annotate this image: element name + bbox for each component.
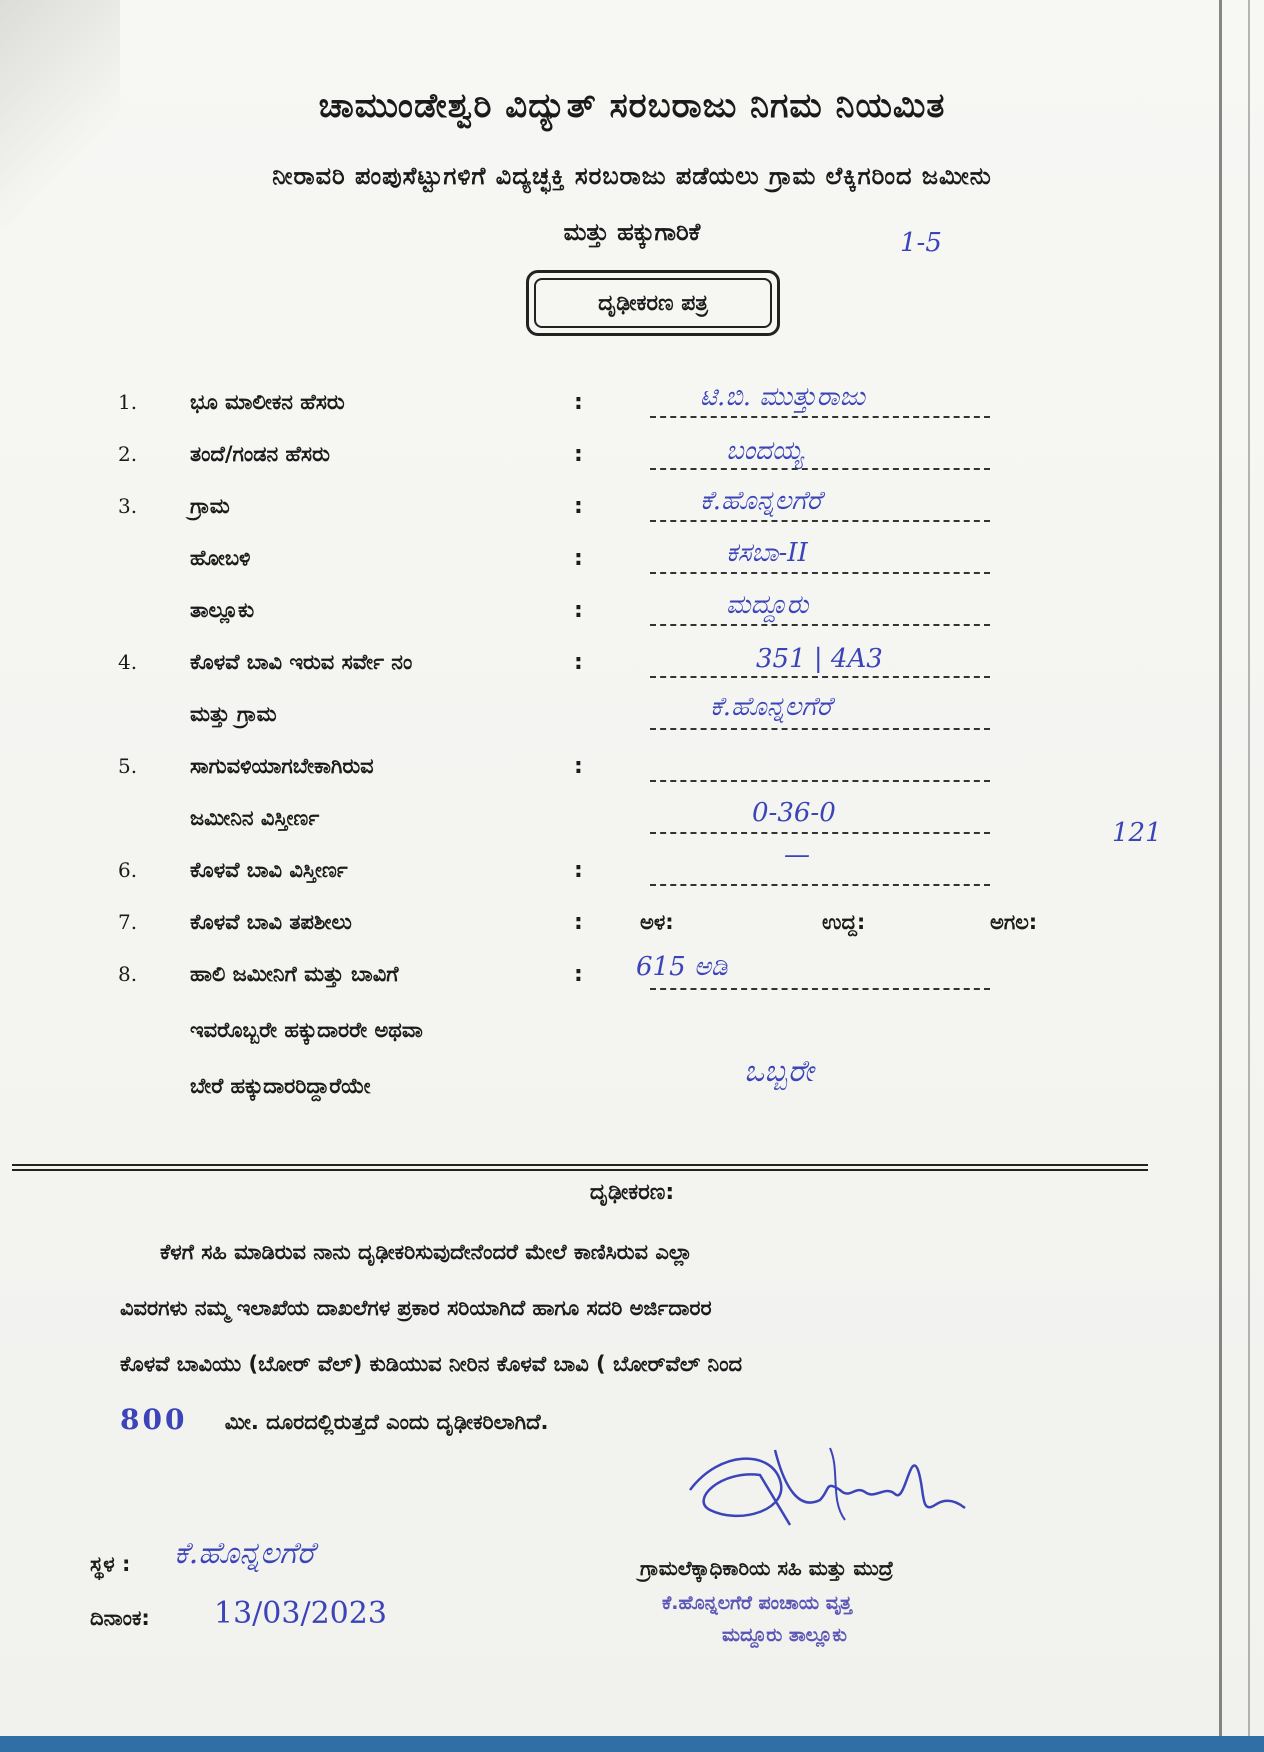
field-colon: :	[574, 546, 583, 571]
field-row-father-name	[0, 436, 1264, 482]
field-colon: :	[574, 650, 583, 675]
field-row-owner-name	[0, 382, 1264, 430]
field-value: ಬಂದಯ್ಯ	[726, 436, 804, 466]
field-value: 615 ಅಡಿ	[636, 952, 728, 982]
field-value: ಒಬ್ಬರೇ	[744, 1054, 814, 1089]
length-label: ಉದ್ದ:	[822, 910, 866, 934]
field-value: ಕಸಬಾ-II	[726, 538, 808, 568]
field-label: ಜಮೀನಿನ ವಿಸ್ತೀರ್ಣ	[190, 806, 320, 830]
field-label: ಗ್ರಾಮ	[190, 494, 230, 518]
document-title: ಚಾಮುಂಡೇಶ್ವರಿ ವಿದ್ಯುತ್ ಸರಬರಾಜು ನಿಗಮ ನಿಯಮಿತ	[318, 86, 946, 126]
field-colon: :	[574, 858, 583, 883]
field-row-rights-holders-cont	[0, 1018, 1264, 1058]
signatory-label: ಗ್ರಾಮಲೆಕ್ಕಾಧಿಕಾರಿಯ ಸಹಿ ಮತ್ತು ಮುದ್ರೆ	[640, 1556, 894, 1580]
field-number: 3.	[118, 494, 138, 518]
field-label: ಭೂ ಮಾಲೀಕನ ಹೆಸರು	[190, 390, 345, 414]
field-label: ಹಾಲಿ ಜಮೀನಿಗೆ ಮತ್ತು ಬಾವಿಗೆ	[190, 962, 399, 986]
field-line	[650, 624, 990, 626]
field-number: 1.	[118, 390, 138, 414]
place-value: ಕೆ.ಹೊನ್ನಲಗೆರೆ	[174, 1536, 315, 1571]
certificate-title: ದೃಢೀಕರಣ ಪತ್ರ	[534, 278, 772, 328]
field-colon: :	[574, 962, 583, 987]
date-value: 13/03/2023	[214, 1596, 387, 1631]
field-row-taluk	[0, 590, 1264, 638]
distance-value: 800	[120, 1403, 188, 1436]
seal-text: ಕೆ.ಹೊನ್ನಲಗೆರೆ ಪಂಚಾಯ ವೃತ್ತ	[662, 1592, 852, 1614]
signature	[680, 1430, 980, 1550]
seal-text: ಮದ್ದೂರು ತಾಲ್ಲೂಕು	[722, 1624, 847, 1646]
field-line	[650, 988, 990, 990]
certification-line: ಮೀ. ದೂರದಲ್ಲಿರುತ್ತದೆ ಎಂದು ದೃಢೀಕರಿಲಾಗಿದೆ.	[224, 1410, 549, 1434]
document-subtitle: ನೀರಾವರಿ ಪಂಪುಸೆಟ್ಟುಗಳಿಗೆ ವಿದ್ಯಚ್ಛಕ್ತಿ ಸರಬರಾಜು ಪಡೆಯಲು ಗ್ರಾಮ ಲೆಕ್ಕಿಗರಿಂದ ಜಮೀನು	[272, 162, 992, 190]
section-divider	[12, 1164, 1148, 1171]
field-row-other-holders	[0, 1054, 1264, 1114]
certification-line: ಕೊಳವೆ ಬಾವಿಯು (ಬೋರ್ ವೆಲ್) ಕುಡಿಯುವ ನೀರಿನ ಕೊಳವೆ ಬಾವಿ ( ಬೋರ್‌ವೆಲ್ ನಿಂದ	[120, 1352, 743, 1376]
place-label: ಸ್ಥಳ :	[90, 1552, 131, 1576]
field-row-rights-holders	[0, 952, 1264, 1002]
field-row-land-extent	[0, 798, 1264, 846]
field-row-cultivation-land	[0, 754, 1264, 794]
field-number: 7.	[118, 910, 138, 934]
field-line	[650, 520, 990, 522]
field-line	[650, 832, 990, 834]
field-number: 6.	[118, 858, 138, 882]
field-label: ಕೊಳವೆ ಬಾವಿ ವಿಸ್ತೀರ್ಣ	[190, 858, 348, 882]
field-row-village	[0, 486, 1264, 534]
field-colon: :	[574, 598, 583, 623]
field-label: ತಂದೆ/ಗಂಡನ ಹೆಸರು	[190, 442, 330, 466]
field-line	[650, 676, 990, 678]
field-colon: :	[574, 910, 583, 935]
field-colon: :	[574, 754, 583, 779]
field-row-borewell-details	[0, 910, 1264, 950]
field-value: ಟಿ.ಬಿ. ಮುತ್ತುರಾಜು	[700, 382, 866, 412]
field-line	[650, 884, 990, 886]
field-line	[650, 572, 990, 574]
field-row-hobli	[0, 538, 1264, 586]
field-row-borewell-extent	[0, 840, 1264, 898]
field-number: 8.	[118, 962, 138, 986]
side-note: 121	[1112, 818, 1162, 848]
field-colon: :	[574, 442, 583, 467]
field-line	[650, 780, 990, 782]
field-label: ಕೊಳವೆ ಬಾವಿ ಇರುವ ಸರ್ವೇ ನಂ	[190, 650, 413, 674]
field-label: ಹೋಬಳಿ	[190, 546, 251, 570]
depth-label: ಅಳ:	[640, 910, 674, 934]
field-value: —	[784, 840, 810, 870]
field-label: ಸಾಗುವಳಿಯಾಗಬೇಕಾಗಿರುವ	[190, 754, 374, 778]
certificate-title-box	[526, 270, 780, 336]
field-value: ಕೆ.ಹೊನ್ನಲಗೆರೆ	[710, 692, 832, 722]
width-label: ಅಗಲ:	[990, 910, 1038, 934]
field-value: 351 | 4A3	[756, 644, 883, 674]
field-label: ಕೊಳವೆ ಬಾವಿ ತಪಶೀಲು	[190, 910, 352, 934]
field-value: 0-36-0	[752, 798, 836, 828]
field-colon: :	[574, 494, 583, 519]
field-row-survey-village	[0, 692, 1264, 742]
certification-text	[120, 1224, 1090, 1448]
field-number: 4.	[118, 650, 138, 674]
field-colon: :	[574, 390, 583, 415]
field-label: ಬೇರೆ ಹಕ್ಕುದಾರರಿದ್ದಾರೆಯೇ	[190, 1074, 371, 1098]
field-line	[650, 728, 990, 730]
field-line	[650, 416, 990, 418]
field-row-survey-number	[0, 644, 1264, 690]
field-line	[650, 468, 990, 470]
margin-note: 1-5	[900, 228, 942, 258]
field-number: 5.	[118, 754, 138, 778]
scan-edge	[0, 1736, 1264, 1752]
field-value: ಮದ್ದೂರು	[726, 590, 809, 620]
field-label: ಇವರೊಬ್ಬರೇ ಹಕ್ಕುದಾರರೇ ಅಥವಾ	[190, 1018, 423, 1042]
document-subtitle-continued: ಮತ್ತು ಹಕ್ಕುಗಾರಿಕೆ	[563, 218, 701, 246]
field-label: ಮತ್ತು ಗ್ರಾಮ	[190, 702, 277, 726]
field-value: ಕೆ.ಹೊನ್ನಲಗೆರೆ	[700, 486, 822, 516]
certification-heading: ದೃಢೀಕರಣ:	[589, 1180, 675, 1205]
certification-line: ಕೆಳಗೆ ಸಹಿ ಮಾಡಿರುವ ನಾನು ದೃಢೀಕರಿಸುವುದೇನೆಂದರೆ ಮೇಲೆ ಕಾಣಿಸಿರುವ ಎಲ್ಲಾ	[160, 1240, 693, 1264]
date-label: ದಿನಾಂಕ:	[90, 1606, 150, 1630]
field-number: 2.	[118, 442, 138, 466]
field-label: ತಾಲ್ಲೂಕು	[190, 598, 255, 622]
certification-line: ವಿವರಗಳು ನಮ್ಮ ಇಲಾಖೆಯ ದಾಖಲೆಗಳ ಪ್ರಕಾರ ಸರಿಯಾಗಿದೆ ಹಾಗೂ ಸದರಿ ಅರ್ಜಿದಾರರ	[120, 1296, 712, 1320]
